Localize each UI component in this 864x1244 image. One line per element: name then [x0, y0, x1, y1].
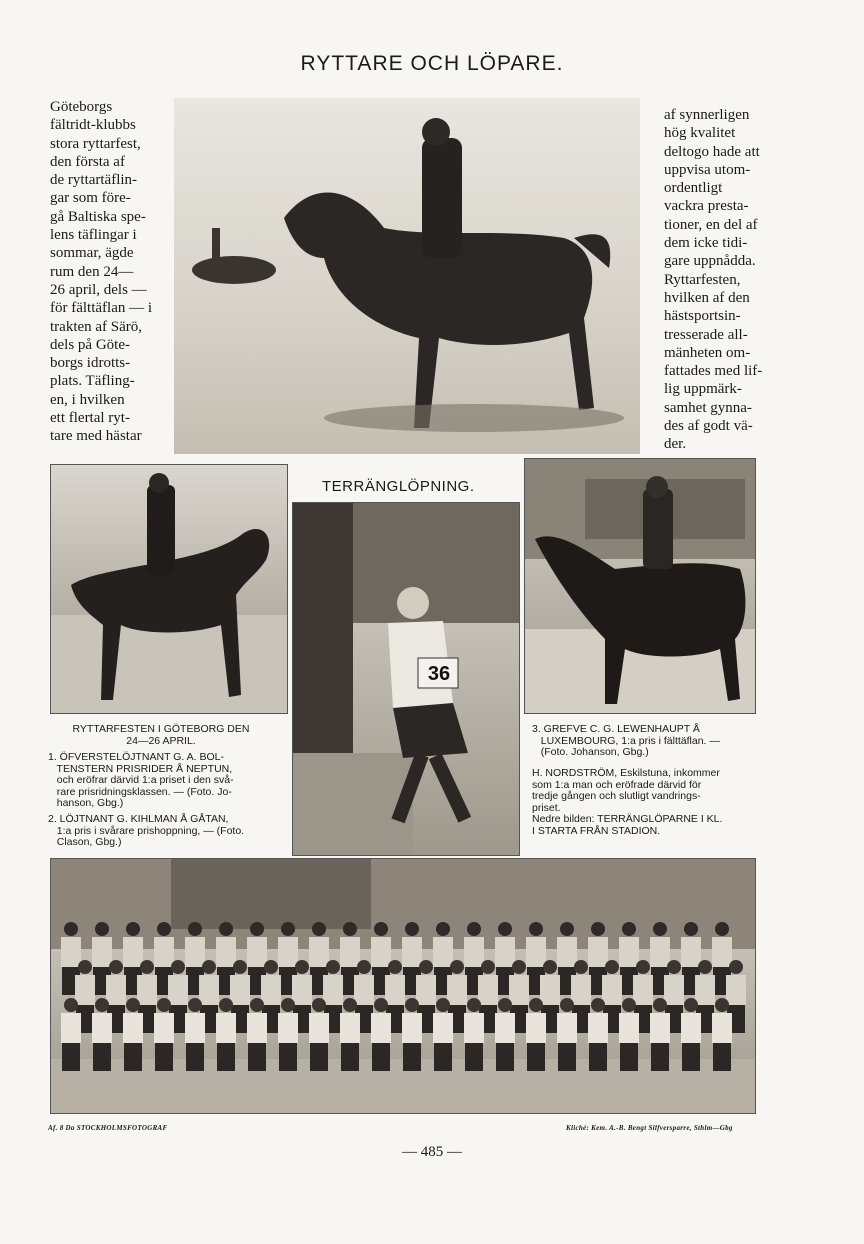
runner-body: [216, 1013, 236, 1043]
runner-head: [388, 960, 402, 974]
runner-body: [478, 975, 498, 1005]
runner-head: [698, 960, 712, 974]
runner-head: [157, 922, 171, 936]
runner-body: [354, 975, 374, 1005]
runner-legs: [186, 1043, 204, 1071]
runner-head: [109, 960, 123, 974]
runner-body: [123, 1013, 143, 1043]
runner-body: [154, 937, 174, 967]
runner-body: [402, 1013, 422, 1043]
runner-head: [126, 922, 140, 936]
runner-body: [61, 1013, 81, 1043]
runner-head: [498, 922, 512, 936]
runner-body: [247, 937, 267, 967]
runner-body: [526, 1013, 546, 1043]
runner-head: [498, 998, 512, 1012]
runner-legs: [465, 1043, 483, 1071]
runner-body: [230, 975, 250, 1005]
runner-head: [126, 998, 140, 1012]
photo-runners-start: [50, 858, 756, 1114]
runner-body: [199, 975, 219, 1005]
runner-body: [633, 975, 653, 1005]
runner-legs: [62, 1043, 80, 1071]
runner-body: [695, 975, 715, 1005]
photo-main-rider-image: [174, 98, 640, 454]
runner-legs: [527, 1043, 545, 1071]
runner-body: [92, 1013, 112, 1043]
runner-head: [591, 998, 605, 1012]
caption-item-4: H. NORDSTRÖM, Eskilstuna, inkommer som 1:a man och eröfrade därvid för tredje gången och slutligt vandrings- priset.: [532, 767, 720, 814]
runner-body: [416, 975, 436, 1005]
runner-head: [622, 922, 636, 936]
runner-body: [726, 975, 746, 1005]
runner-head: [729, 960, 743, 974]
runner-legs: [155, 1043, 173, 1071]
runner-head: [281, 922, 295, 936]
runner-head: [467, 998, 481, 1012]
runner-body: [447, 975, 467, 1005]
runner-head: [653, 998, 667, 1012]
photo-runners-start-image: [51, 859, 755, 1113]
runner-head: [64, 998, 78, 1012]
runner-head: [295, 960, 309, 974]
runner-head: [715, 998, 729, 1012]
article-right-column: af synnerligen hög kvalitet deltogo hade att uppvisa utom- ordentligt vackra presta- tioner, en del af dem icke tidi- gare uppnådda. Ryttarfesten, hvilken af den hästsportsin- tresserade all- mänheten om- fattades med lif- lig uppmärk- samhet gynna- des af godt vä- der.: [664, 107, 763, 453]
runner-body: [75, 975, 95, 1005]
runner-head: [374, 922, 388, 936]
runner-body: [540, 975, 560, 1005]
runner-head: [622, 998, 636, 1012]
runner-body: [681, 937, 701, 967]
photo-rider-luxembourg: [524, 458, 756, 714]
runner-body: [309, 1013, 329, 1043]
runner-body: [712, 937, 732, 967]
runner-legs: [403, 1043, 421, 1071]
terrain-heading: TERRÄNGLÖPNING.: [322, 478, 475, 495]
runner-body: [185, 1013, 205, 1043]
runner-head: [188, 998, 202, 1012]
runner-head: [312, 998, 326, 1012]
runner-head: [95, 998, 109, 1012]
runner-head: [374, 998, 388, 1012]
runner-body: [278, 1013, 298, 1043]
runner-head: [357, 960, 371, 974]
page-title: RYTTARE OCH LÖPARE.: [300, 52, 564, 75]
runner-head: [591, 922, 605, 936]
runner-head: [605, 960, 619, 974]
runner-body: [433, 937, 453, 967]
runner-head: [481, 960, 495, 974]
runner-body: [495, 937, 515, 967]
runner-legs: [124, 1043, 142, 1071]
runner-body: [464, 1013, 484, 1043]
runner-head: [95, 922, 109, 936]
runner-body: [261, 975, 281, 1005]
runner-head: [343, 998, 357, 1012]
runner-body: [92, 937, 112, 967]
runner-body: [557, 1013, 577, 1043]
caption-item-2: 2. LÖJTNANT G. KIHLMAN Å GÅTAN, 1:a pris i svårare prishoppning, — (Foto. Clason, Gbg.): [48, 813, 245, 848]
runner-body: [526, 937, 546, 967]
runner-body: [650, 1013, 670, 1043]
runner-body: [154, 1013, 174, 1043]
article-left-column: Göteborgs fältridt-klubbs stora ryttarfest, den första af de ryttartäflin- gar som före- gå Baltiska spe- lens täflingar i sommar, ägde rum den 24— 26 april, dels — för fälttäflan — i trakten af Särö, dels på Göte- borgs idrotts- plats. Täfling- en, i hvilken ett flertal ryt- tare med hästar: [50, 99, 153, 445]
runner-body: [402, 937, 422, 967]
runner-body: [495, 1013, 515, 1043]
runner-legs: [248, 1043, 266, 1071]
runner-legs: [93, 1043, 111, 1071]
runner-legs: [682, 1043, 700, 1071]
runner-head: [684, 998, 698, 1012]
caption-item-1: 1. ÖFVERSTELÖJTNANT G. A. BOL- TENSTERN PRISRIDER Å NEPTUN, och eröfrar därvid 1:a priset i den svå- rare prisridningsklassen. — (Foto. Jo- hanson, Gbg.): [48, 751, 234, 809]
caption-item-3: 3. GREFVE C. G. LEWENHAUPT Å LUXEMBOURG, 1:a pris i fälttäflan. — (Foto. Johanson, Gbg.): [532, 723, 720, 758]
photo-runner-nordstrom: [292, 502, 520, 856]
runner-body: [588, 937, 608, 967]
runner-head: [405, 922, 419, 936]
runner-body: [571, 975, 591, 1005]
runner-legs: [496, 1043, 514, 1071]
runner-head: [436, 998, 450, 1012]
runner-head: [667, 960, 681, 974]
runner-head: [250, 998, 264, 1012]
runner-bib-number: 36: [427, 663, 451, 685]
runner-head: [512, 960, 526, 974]
runner-head: [419, 960, 433, 974]
runner-legs: [589, 1043, 607, 1071]
runner-legs: [558, 1043, 576, 1071]
runner-head: [202, 960, 216, 974]
runner-body: [371, 937, 391, 967]
runner-head: [78, 960, 92, 974]
runner-body: [712, 1013, 732, 1043]
runner-head: [560, 998, 574, 1012]
runner-head: [219, 922, 233, 936]
runner-body: [602, 975, 622, 1005]
runner-body: [185, 937, 205, 967]
runner-head: [157, 998, 171, 1012]
runner-head: [574, 960, 588, 974]
runner-head: [64, 922, 78, 936]
runner-head: [171, 960, 185, 974]
runner-body: [137, 975, 157, 1005]
runner-legs: [341, 1043, 359, 1071]
runner-body: [664, 975, 684, 1005]
photo-rider-luxembourg-image: [525, 459, 755, 713]
runner-body: [340, 937, 360, 967]
runner-head: [684, 922, 698, 936]
runner-body: [619, 1013, 639, 1043]
runner-head: [312, 922, 326, 936]
runner-head: [636, 960, 650, 974]
runner-body: [371, 1013, 391, 1043]
runner-legs: [310, 1043, 328, 1071]
runner-body: [106, 975, 126, 1005]
runner-body: [464, 937, 484, 967]
runner-head: [188, 922, 202, 936]
runner-head: [343, 922, 357, 936]
runner-body: [557, 937, 577, 967]
runner-body: [509, 975, 529, 1005]
runner-body: [278, 937, 298, 967]
runner-body: [168, 975, 188, 1005]
runner-body: [650, 937, 670, 967]
runner-head: [653, 922, 667, 936]
runner-legs: [620, 1043, 638, 1071]
runner-legs: [651, 1043, 669, 1071]
runner-body: [309, 937, 329, 967]
page-number: — 485 —: [402, 1144, 462, 1160]
runner-head: [233, 960, 247, 974]
runner-head: [281, 998, 295, 1012]
runner-legs: [372, 1043, 390, 1071]
runner-head: [543, 960, 557, 974]
photo-main-rider: [174, 98, 640, 454]
runner-body: [123, 937, 143, 967]
runner-legs: [434, 1043, 452, 1071]
runner-head: [467, 922, 481, 936]
photo-runner-nordstrom-image: [293, 503, 519, 855]
runner-body: [340, 1013, 360, 1043]
runner-head: [529, 922, 543, 936]
caption-item-5: Nedre bilden: TERRÄNGLÖPARNE I KL. I STARTA FRÅN STADION.: [532, 813, 723, 837]
runner-head: [405, 998, 419, 1012]
runner-body: [433, 1013, 453, 1043]
runner-body: [588, 1013, 608, 1043]
runner-body: [323, 975, 343, 1005]
caption-left-heading: RYTTARFESTEN I GÖTEBORG DEN 24—26 APRIL.: [72, 723, 250, 747]
runner-body: [247, 1013, 267, 1043]
runner-body: [385, 975, 405, 1005]
photo-credit-left: Af. 8 Da STOCKHOLMSFOTOGRAF: [48, 1124, 168, 1132]
runner-head: [326, 960, 340, 974]
runner-body: [292, 975, 312, 1005]
photo-rider-neptun: [50, 464, 288, 714]
runner-body: [216, 937, 236, 967]
runner-head: [450, 960, 464, 974]
runner-legs: [713, 1043, 731, 1071]
runner-body: [61, 937, 81, 967]
runner-legs: [217, 1043, 235, 1071]
runner-legs: [279, 1043, 297, 1071]
runner-head: [560, 922, 574, 936]
runner-body: [681, 1013, 701, 1043]
runner-head: [715, 922, 729, 936]
photo-rider-neptun-image: [51, 465, 287, 713]
runner-head: [219, 998, 233, 1012]
runner-head: [264, 960, 278, 974]
runner-body: [619, 937, 639, 967]
runner-head: [436, 922, 450, 936]
runner-head: [529, 998, 543, 1012]
runner-head: [140, 960, 154, 974]
runner-head: [250, 922, 264, 936]
photo-credit-right: Kliché: Kem. A.-B. Bengt Silfversparre, Sthlm—Gbg: [566, 1124, 733, 1132]
